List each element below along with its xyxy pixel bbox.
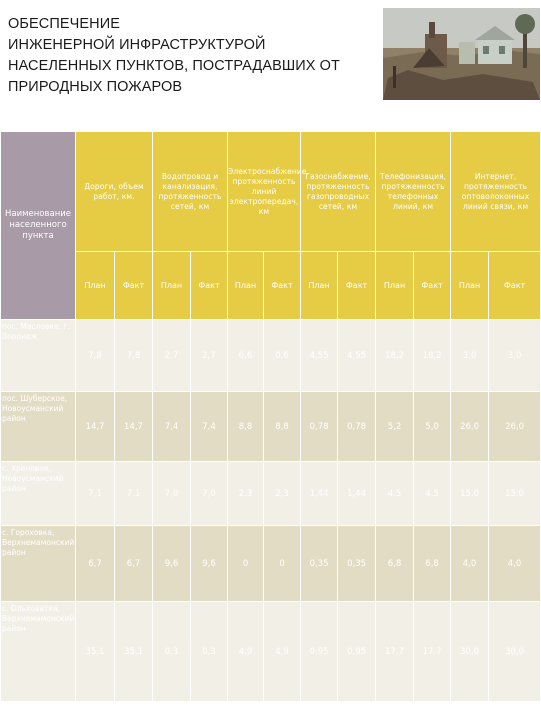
fire-damage-photo — [383, 8, 540, 100]
plan-header: План — [451, 252, 489, 320]
value-cell: 4,0 — [451, 526, 489, 602]
table-row — [1, 526, 541, 602]
value-cell: 17,7 — [414, 602, 451, 702]
plan-header: План — [76, 252, 115, 320]
value-cell: 7,0 — [191, 462, 228, 526]
value-cell: 3,0 — [451, 320, 489, 392]
value-cell: 0,35 — [301, 526, 338, 602]
table-row — [1, 320, 541, 392]
value-cell: 7,8 — [76, 320, 115, 392]
value-cell: 6,8 — [376, 526, 414, 602]
column-header-roads: Дороги, объем работ, км. — [76, 132, 153, 252]
value-cell: 6,7 — [76, 526, 115, 602]
plan-header: План — [228, 252, 264, 320]
fact-header: Факт — [115, 252, 153, 320]
value-cell: 7,1 — [76, 462, 115, 526]
value-cell: 2,7 — [191, 320, 228, 392]
plan-header: План — [301, 252, 338, 320]
value-cell: 26,0 — [489, 392, 541, 462]
table-row — [1, 462, 541, 526]
name-column-header: Наименование населенного пункта — [1, 132, 76, 320]
settlement-name: пос. Масловка, г. Воронеж — [1, 320, 76, 392]
value-cell: 0,3 — [191, 602, 228, 702]
page-title — [8, 14, 380, 98]
value-cell: 26,0 — [451, 392, 489, 462]
title-line-2: ИНЖЕНЕРНОЙ ИНФРАСТРУКТУРОЙ — [8, 37, 266, 53]
title-line-1: ОБЕСПЕЧЕНИЕ — [8, 16, 121, 32]
value-cell: 4,55 — [338, 320, 376, 392]
value-cell: 2,3 — [264, 462, 301, 526]
value-cell: 2,7 — [153, 320, 191, 392]
settlement-name: с. Хреновое, Новоусманский район — [1, 462, 76, 526]
fact-header: Факт — [264, 252, 301, 320]
value-cell: 7,1 — [115, 462, 153, 526]
value-cell: 4,5 — [376, 462, 414, 526]
value-cell: 9,6 — [153, 526, 191, 602]
value-cell: 0,35 — [338, 526, 376, 602]
settlement-name: пос. Шуберское, Новоусманский район — [1, 392, 76, 462]
settlement-name: с. Гороховка, Верхнемамонский район — [1, 526, 76, 602]
value-cell: 0,78 — [301, 392, 338, 462]
value-cell: 7,8 — [115, 320, 153, 392]
value-cell: 0 — [228, 526, 264, 602]
value-cell: 4,5 — [414, 462, 451, 526]
value-cell: 5,0 — [414, 392, 451, 462]
infrastructure-table — [0, 131, 541, 702]
burned-village-image — [383, 8, 540, 100]
value-cell: 7,0 — [153, 462, 191, 526]
value-cell: 0,95 — [338, 602, 376, 702]
value-cell: 1,44 — [338, 462, 376, 526]
value-cell: 6,7 — [115, 526, 153, 602]
value-cell: 4,9 — [228, 602, 264, 702]
value-cell: 18,2 — [414, 320, 451, 392]
value-cell: 6,8 — [414, 526, 451, 602]
value-cell: 0,6 — [264, 320, 301, 392]
fact-header: Факт — [414, 252, 451, 320]
value-cell: 4,0 — [489, 526, 541, 602]
fact-header: Факт — [191, 252, 228, 320]
value-cell: 35,1 — [76, 602, 115, 702]
value-cell: 0,95 — [301, 602, 338, 702]
value-cell: 8,8 — [264, 392, 301, 462]
value-cell: 30,0 — [451, 602, 489, 702]
plan-fact-row — [1, 252, 541, 320]
column-header-internet: Интернет, протяженность оптоволоконных линий связи, км — [451, 132, 541, 252]
column-header-phone: Телефонизация, протяженность телефонных линий, км — [376, 132, 451, 252]
value-cell: 0 — [264, 526, 301, 602]
value-cell: 4,55 — [301, 320, 338, 392]
table-row — [1, 392, 541, 462]
table-row — [1, 602, 541, 702]
value-cell: 0,6 — [228, 320, 264, 392]
column-header-water: Водопровод и канализация, протяженность сетей, км — [153, 132, 228, 252]
value-cell: 3,0 — [489, 320, 541, 392]
value-cell: 9,6 — [191, 526, 228, 602]
column-header-electricity: Электроснабжение, протяженность линий электропередач, км — [228, 132, 301, 252]
value-cell: 1,44 — [301, 462, 338, 526]
title-line-4: ПРИРОДНЫХ ПОЖАРОВ — [8, 79, 183, 95]
value-cell: 8,8 — [228, 392, 264, 462]
fact-header: Факт — [338, 252, 376, 320]
value-cell: 35,1 — [115, 602, 153, 702]
value-cell: 4,9 — [264, 602, 301, 702]
value-cell: 30,0 — [489, 602, 541, 702]
value-cell: 0,3 — [153, 602, 191, 702]
value-cell: 14,7 — [76, 392, 115, 462]
value-cell: 2,3 — [228, 462, 264, 526]
value-cell: 17,7 — [376, 602, 414, 702]
value-cell: 0,78 — [338, 392, 376, 462]
plan-header: План — [153, 252, 191, 320]
value-cell: 14,7 — [115, 392, 153, 462]
column-header-gas: Газоснабжение, протяженность газопроводных сетей, км — [301, 132, 376, 252]
settlement-name: с. Ольховатка, Верхнемамонский район — [1, 602, 76, 702]
value-cell: 7,4 — [191, 392, 228, 462]
plan-header: План — [376, 252, 414, 320]
value-cell: 18,2 — [376, 320, 414, 392]
value-cell: 7,4 — [153, 392, 191, 462]
value-cell: 5,2 — [376, 392, 414, 462]
fact-header: Факт — [489, 252, 541, 320]
value-cell: 15,0 — [451, 462, 489, 526]
title-line-3: НАСЕЛЕННЫХ ПУНКТОВ, ПОСТРАДАВШИХ ОТ — [8, 58, 341, 74]
table-header-row — [1, 132, 541, 252]
value-cell: 15,0 — [489, 462, 541, 526]
